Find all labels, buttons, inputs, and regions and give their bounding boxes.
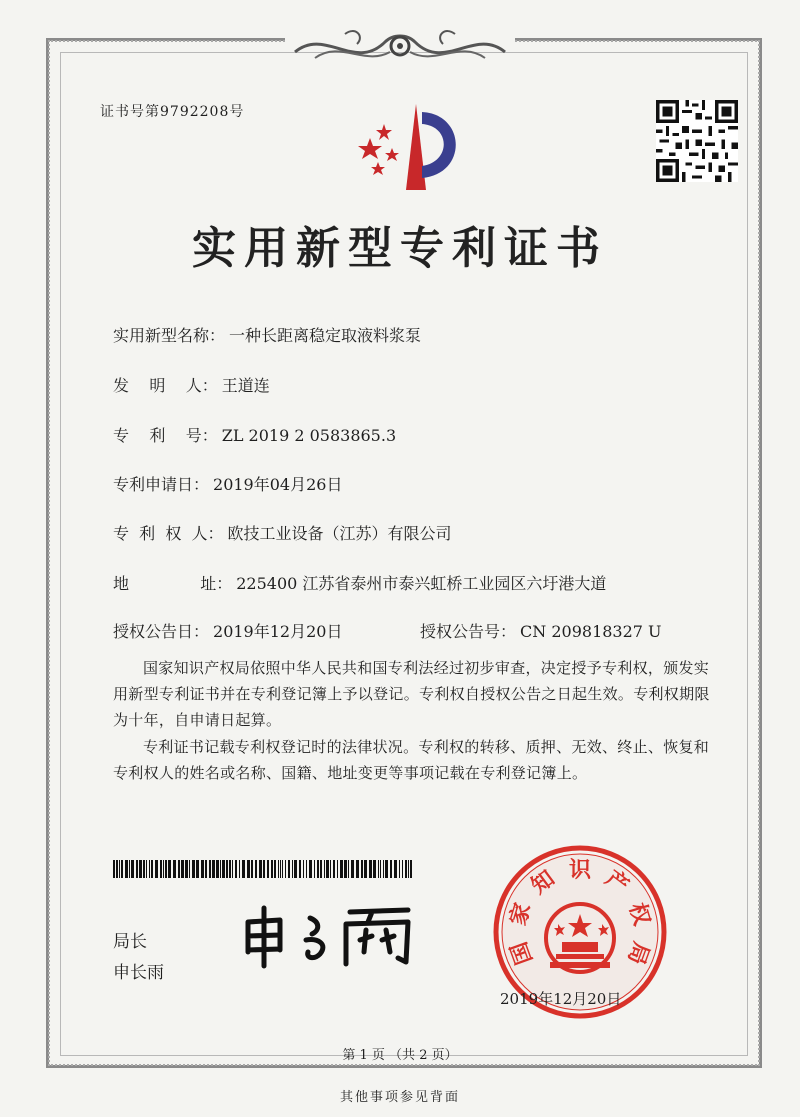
certificate-title: 实用新型专利证书 <box>192 223 608 274</box>
seal-character: 识 <box>568 858 592 883</box>
field-patentee <box>113 521 452 544</box>
ornament-icon <box>285 22 515 82</box>
signature-image <box>240 900 430 970</box>
seal-character: 产 <box>600 866 634 900</box>
field-grant-announcement-number <box>420 619 662 642</box>
qr-code-icon <box>656 100 738 182</box>
field-patent-number <box>113 423 396 446</box>
barcode-icon <box>113 860 413 878</box>
paragraph-legal-status: 专利证书记载专利权登记时的法律状况。专利权的转移、质押、无效、终止、恢复和专利权人的姓名或名称、国籍、地址变更等事项记载在专利登记簿上。 <box>113 738 710 782</box>
field-application-date <box>113 472 342 495</box>
field-label: 专 利 号： <box>113 426 218 445</box>
seal-character: 国 <box>506 938 538 968</box>
field-value: 一种长距离稳定取液料浆泵 <box>229 326 422 345</box>
director-title: 局长 <box>113 932 147 952</box>
paragraph-grant-statement: 国家知识产权局依照中华人民共和国专利法经过初步审查，决定授予专利权，颁发实用新型专利证书并在专利登记簿上予以登记。专利权自授权公告之日起生效。专利权期限为十年，自申请日起算。 <box>113 659 710 729</box>
field-utility-model-name <box>113 323 421 346</box>
field-label: 地 址： <box>113 574 233 593</box>
field-grant-announcement-date <box>113 619 342 642</box>
field-label: 授权公告号： <box>420 622 517 641</box>
field-inventor <box>113 373 270 396</box>
page-indicator: 第 1 页 （共 2 页） <box>342 1048 458 1063</box>
director-name: 申长雨 <box>113 963 164 983</box>
field-label: 发 明 人： <box>113 376 218 395</box>
seal-date: 2019年12月20日 <box>500 990 622 1008</box>
certificate-number: 证书号第9792208号 <box>100 104 245 120</box>
field-value: CN 209818327 U <box>520 622 662 641</box>
field-label: 实用新型名称： <box>113 326 226 345</box>
field-label: 专利申请日： <box>113 475 210 494</box>
field-value: 2019年12月20日 <box>213 622 343 641</box>
field-label: 授权公告日： <box>113 622 210 641</box>
seal-character: 权 <box>623 900 655 929</box>
footer-note: 其他事项参见背面 <box>339 1090 460 1105</box>
seal-character: 局 <box>622 938 654 968</box>
field-value: 2019年04月26日 <box>213 475 343 494</box>
field-value: 王道连 <box>221 376 270 395</box>
field-label: 专 利 权 人： <box>113 524 224 543</box>
field-value: ZL 2019 2 0583865.3 <box>221 426 397 445</box>
seal-character: 知 <box>526 866 560 900</box>
seal-character: 家 <box>505 900 537 929</box>
field-value: 225400 江苏省泰州市泰兴虹桥工业园区六圩港大道 <box>236 574 607 593</box>
field-address <box>113 571 606 594</box>
cnipa-logo-icon <box>356 100 476 192</box>
field-value: 欧技工业设备（江苏）有限公司 <box>227 524 452 543</box>
